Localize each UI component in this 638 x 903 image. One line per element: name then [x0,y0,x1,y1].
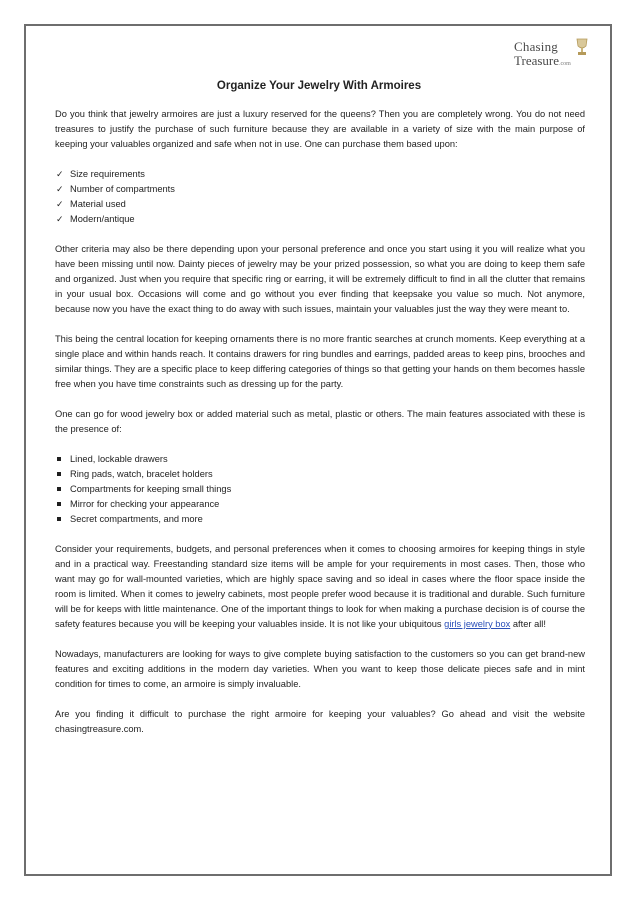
paragraph-call-to-action: Are you finding it difficult to purchase the right armoire for keeping your valuables? Go ahead and visit the website chasingtreasure.com. [55,709,585,734]
logo-line2 [514,53,571,69]
square-bullet-icon [57,472,61,476]
list-item [55,512,585,527]
list-item-text: Compartments for keeping small things [70,484,232,494]
square-bullet-icon [57,487,61,491]
document-body [55,107,585,752]
list-item-text: Size requirements [70,169,145,179]
chasing-treasure-logo [508,38,596,72]
logo-line2-text: Treasure [514,53,560,68]
checkmark-icon: ✓ [56,199,64,209]
checkmark-icon: ✓ [56,184,64,194]
square-bullet-icon [57,517,61,521]
checkmark-icon: ✓ [56,169,64,179]
paragraph-intro: Do you think that jewelry armoires are just a luxury reserved for the queens? Then you are completely wrong. You do not need treasures to justify the purchase of such furniture because they are available in a variety of size with the main purpose of keeping your valuables organized and safe when not in use. One can purchase them based upon: [55,109,585,149]
list-item [55,482,585,497]
checkmark-icon: ✓ [56,214,64,224]
list-item [55,167,585,182]
girls-jewelry-box-link[interactable]: girls jewelry box [444,619,511,629]
document-title: Organize Your Jewelry With Armoires [216,80,422,92]
list-item-text: Material used [70,199,126,209]
list-item [55,212,585,227]
checkmark-list [55,167,585,227]
list-item-text: Lined, lockable drawers [70,454,168,464]
list-item-text: Modern/antique [70,214,135,224]
list-item-text: Secret compartments, and more [70,514,203,524]
trophy-icon [574,38,590,56]
paragraph-criteria: Other criteria may also be there depending upon your personal preference and once you start using it you will realize what you have been missing until now. Dainty pieces of jewelry may be your prized possession, so what you are doing to keep them safe and organized. Just when you require that specific ring or earring, it will be extremely difficult to find in all the clutter that remains in your usual box. Occasions will come and go without you ever finding that keepsake you value so much. Not anymore, because now you have the exact thing to do away with such issues, maintain your valuables just the way they were meant to. [55,244,585,314]
list-item [55,497,585,512]
list-item [55,182,585,197]
list-item [55,467,585,482]
paragraph-requirements-end: after all! [510,619,546,629]
list-item-text: Mirror for checking your appearance [70,499,220,509]
square-bullet-icon [57,457,61,461]
list-item [55,452,585,467]
square-bullet-icon [57,502,61,506]
paragraph-manufacturers: Nowadays, manufacturers are looking for ways to give complete buying satisfaction to the customers so you can get brand-new features and exciting additions in the modern day varieties. When you want to keep those delicate pieces safe and in mint condition for times to come, an armoire is simply invaluable. [55,649,585,689]
logo-line1: Chasing [514,39,559,54]
list-item-text: Number of compartments [70,184,175,194]
paragraph-materials: One can go for wood jewelry box or added material such as metal, plastic or others. The main features associated with these is the presence of: [55,409,585,434]
logo-suffix: .com [559,61,571,67]
list-item-text: Ring pads, watch, bracelet holders [70,469,213,479]
list-item [55,197,585,212]
square-bullet-list [55,452,585,527]
paragraph-central-location: This being the central location for keeping ornaments there is no more frantic searches at crunch moments. Keep everything at a single place and within hands reach. It contains drawers for ring bundles and earrings, padded areas to keep pins, brooches and similar things. They are a specific place to keep differing categories of things so that getting your hands on them becomes hassle free when you have time constraints such as dressing up for the party. [55,334,585,389]
paragraph-requirements [55,542,585,632]
paragraph-requirements-text: Consider your requirements, budgets, and personal preferences when it comes to choosing armoires for keeping things in style and in a practical way. Freestanding standard size items will be ample for your requirements in most cases. Then, those who want may go for wall-mounted varieties, which are highly space saving and so ideal in cases where the floor space inside the room is limited. When it comes to jewelry cabinets, most people prefer wood because it is traditional and durable. Such furniture will be for keeps with little maintenance. One of the important things to look for when making a purchase decision is of course the safety features because you will be keeping your valuables inside. It is not like your ubiquitous [55,544,585,629]
